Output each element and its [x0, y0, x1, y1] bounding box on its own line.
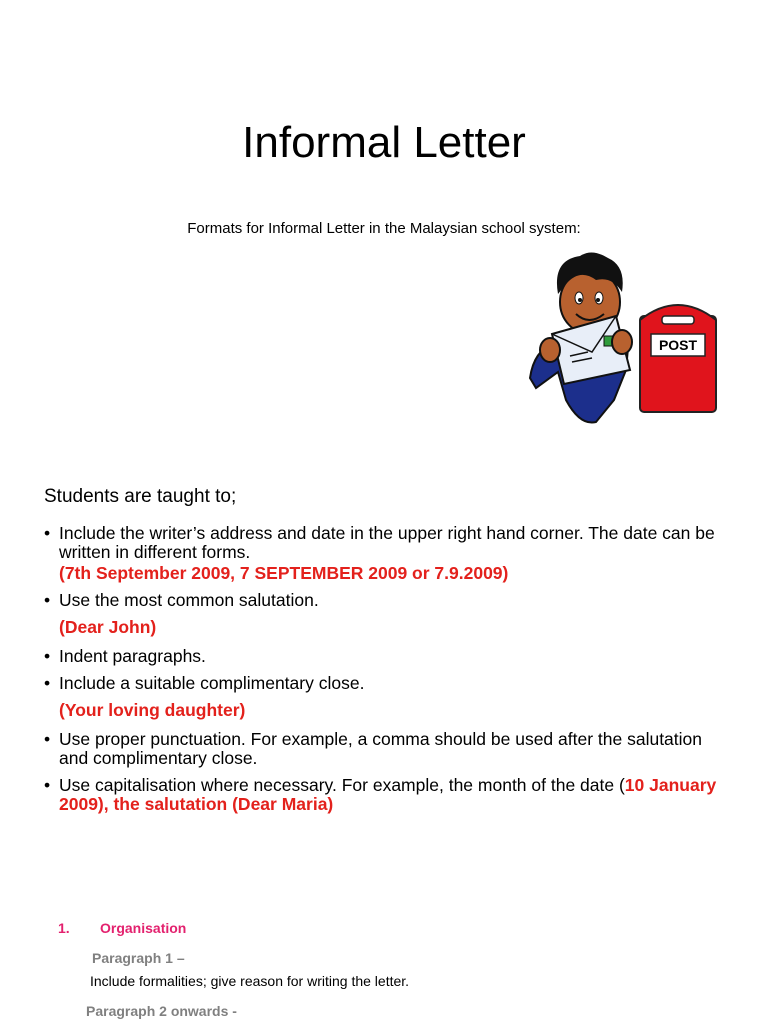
boy-posting-letter-clipart: [522, 250, 722, 435]
page-title: Informal Letter: [242, 118, 526, 167]
bullet-example: (7th September 2009, 7 SEPTEMBER 2009 or 7.9.2009): [59, 563, 509, 583]
bullet-text: Include a suitable complimentary close.: [59, 673, 365, 693]
bullet-text: Use proper punctuation. For example, a comma should be used after the salutation and complimentary close.: [59, 729, 703, 768]
bullet-example: (Dear John): [59, 617, 157, 637]
bullet-example: 10 January 2009), the salutation (Dear Maria): [59, 775, 717, 814]
list-item: [44, 730, 734, 768]
list-item: [44, 647, 734, 666]
list-item: [44, 776, 734, 814]
bullet-text: Indent paragraphs.: [59, 646, 206, 666]
bullet-text: Include the writer’s address and date in the upper right hand corner. The date can be written in different forms.: [59, 523, 715, 562]
bullet-icon: •: [44, 590, 51, 610]
guidelines-list: [44, 524, 734, 822]
paragraph1-text: Include formalities; give reason for writing the letter.: [90, 973, 410, 989]
intro-text: Students are taught to;: [44, 486, 237, 507]
organisation-number: 1.: [58, 920, 70, 936]
mailbox-icon: [640, 305, 716, 412]
list-item: [44, 524, 734, 583]
bullet-icon: •: [44, 673, 51, 693]
bullet-icon: •: [44, 729, 51, 749]
bullet-icon: •: [44, 523, 51, 543]
organisation-label: Organisation: [100, 920, 187, 936]
organisation-heading: [58, 920, 186, 936]
paragraph2-label: Paragraph 2 onwards -: [86, 1003, 237, 1019]
bullet-icon: •: [44, 775, 51, 795]
paragraph1-label: Paragraph 1 –: [92, 950, 185, 966]
list-item: [44, 674, 734, 693]
mailbox-sign: POST: [658, 337, 698, 353]
bullet-icon: •: [44, 646, 51, 666]
bullet-example: (Your loving daughter): [59, 700, 246, 720]
bullet-text: Use the most common salutation.: [59, 590, 319, 610]
list-item: [44, 591, 734, 610]
page-subtitle: Formats for Informal Letter in the Malaysian school system:: [187, 220, 581, 237]
bullet-text: Use capitalisation where necessary. For example, the month of the date (: [59, 775, 625, 795]
